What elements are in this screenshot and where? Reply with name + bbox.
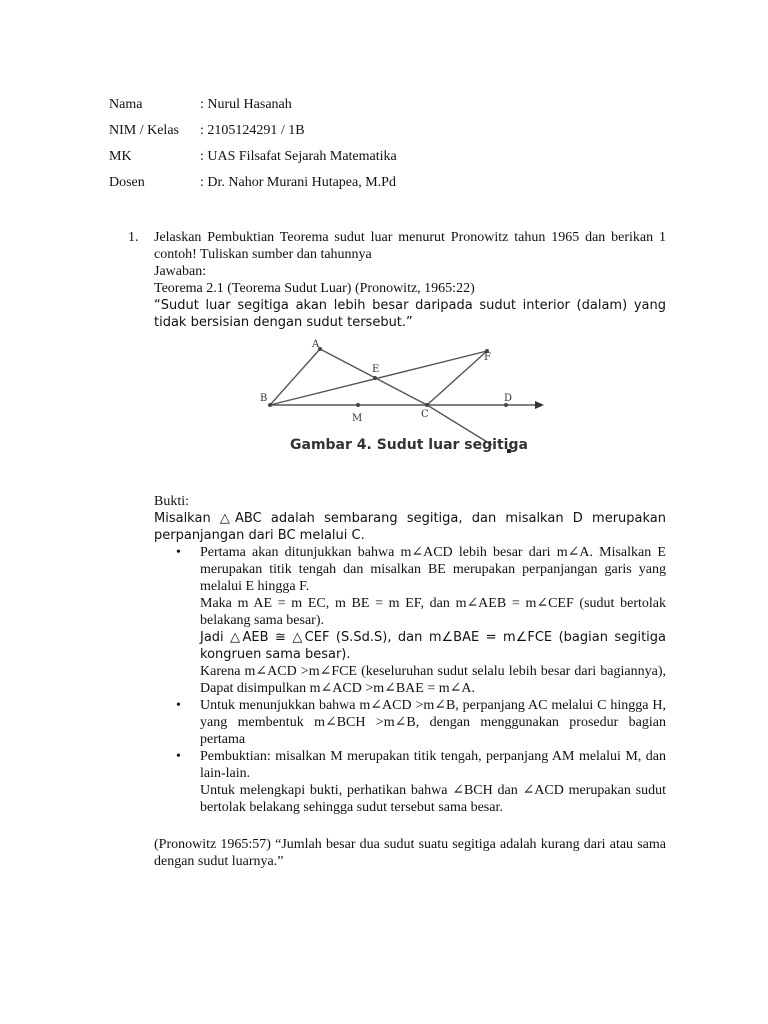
- label-f: F: [484, 352, 491, 363]
- proof-intro: Misalkan △ABC adalah sembarang segitiga, dan misalkan D merupakan perpanjangan dari BC melalui C.: [154, 511, 666, 543]
- proof-title: Bukti:: [154, 494, 190, 509]
- info-label: Nama: [109, 97, 143, 112]
- point-c: [425, 403, 429, 407]
- proof-bullet-3: [154, 748, 666, 816]
- info-value: : Nurul Hasanah: [200, 97, 292, 112]
- info-label: MK: [109, 149, 132, 164]
- point-b: [268, 403, 272, 407]
- info-row-course: [109, 148, 397, 174]
- info-label: NIM / Kelas: [109, 123, 179, 138]
- info-row-nim: [109, 122, 397, 148]
- arrowhead-d: [535, 401, 544, 409]
- point-e: [373, 376, 377, 380]
- label-b: B: [260, 393, 268, 404]
- theorem-quote: “Sudut luar segitiga akan lebih besar daripada sudut interior (dalam) yang tidak bersisian dengan sudut tersebut.”: [154, 298, 666, 330]
- label-d: D: [504, 393, 513, 404]
- student-info: [109, 96, 397, 200]
- bullet-paragraph: Pertama akan ditunjukkan bahwa m∠ACD lebih besar dari m∠A. Misalkan E merupakan titik tengah dan misalkan BE merupakan perpanjangan garis yang melalui E hingga F.: [200, 545, 666, 594]
- proof-section: [154, 493, 666, 816]
- label-c: C: [421, 409, 429, 420]
- question-number: 1.: [128, 230, 139, 245]
- answer-label: Jawaban:: [154, 264, 207, 279]
- bullet-paragraph: Maka m AE = m EC, m BE = m EF, dan m∠AEB = m∠CEF (sudut bertolak belakang sama besar).: [200, 596, 666, 628]
- theorem-title: Teorema 2.1 (Teorema Sudut Luar) (Pronowitz, 1965:22): [154, 281, 475, 296]
- info-value: : UAS Filsafat Sejarah Matematika: [200, 149, 397, 164]
- figure-caption: Gambar 4. Sudut luar segitiga: [290, 437, 528, 453]
- proof-bullet-2: [154, 697, 666, 748]
- label-e: E: [372, 364, 380, 375]
- bullet-paragraph: Jadi △AEB ≅ △CEF (S.Sd.S), dan m∠BAE = m∠FCE (bagian segitiga kongruen sama besar).: [200, 630, 666, 662]
- label-m: M: [352, 413, 363, 424]
- info-value: : 2105124291 / 1B: [200, 123, 305, 138]
- info-row-lecturer: [109, 174, 397, 200]
- info-row-name: [109, 96, 397, 122]
- bullet-paragraph: Untuk melengkapi bukti, perhatikan bahwa ∠BCH dan ∠ACD merupakan sudut bertolak belakang sehingga sudut tersebut sama besar.: [200, 783, 666, 815]
- bullet-paragraph: Untuk menunjukkan bahwa m∠ACD >m∠B, perpanjang AC melalui C hingga H, yang membentuk m∠BCH >m∠B, dengan menggunakan prosedur bagian pertama: [200, 698, 666, 747]
- info-value: : Dr. Nahor Murani Hutapea, M.Pd: [200, 175, 396, 190]
- label-a: A: [312, 339, 320, 350]
- question-body: [154, 229, 666, 331]
- proof-bullet-1: [154, 544, 666, 697]
- segment-bf: [270, 351, 487, 405]
- bullet-symbol: •: [176, 545, 181, 560]
- closing-quote: (Pronowitz 1965:57) “Jumlah besar dua sudut suatu segitiga adalah kurang dari atau sama dengan sudut luarnya.”: [154, 837, 666, 869]
- figure-exterior-angle: [256, 333, 546, 458]
- bullet-paragraph: Karena m∠ACD >m∠FCE (keseluruhan sudut selalu lebih besar dari bagiannya), Dapat disimpulkan m∠ACD >m∠BAE = m∠A.: [200, 664, 666, 696]
- info-label: Dosen: [109, 175, 145, 190]
- triangle-diagram: [256, 333, 546, 458]
- point-m: [356, 403, 360, 407]
- bullet-paragraph: Pembuktian: misalkan M merupakan titik tengah, perpanjang AM melalui M, dan lain-lain.: [200, 749, 666, 781]
- bullet-symbol: •: [176, 749, 181, 764]
- question-text: Jelaskan Pembuktian Teorema sudut luar menurut Pronowitz tahun 1965 dan berikan 1 contoh! Tuliskan sumber dan tahunnya: [154, 230, 666, 262]
- bullet-symbol: •: [176, 698, 181, 713]
- segment-ba: [270, 349, 320, 405]
